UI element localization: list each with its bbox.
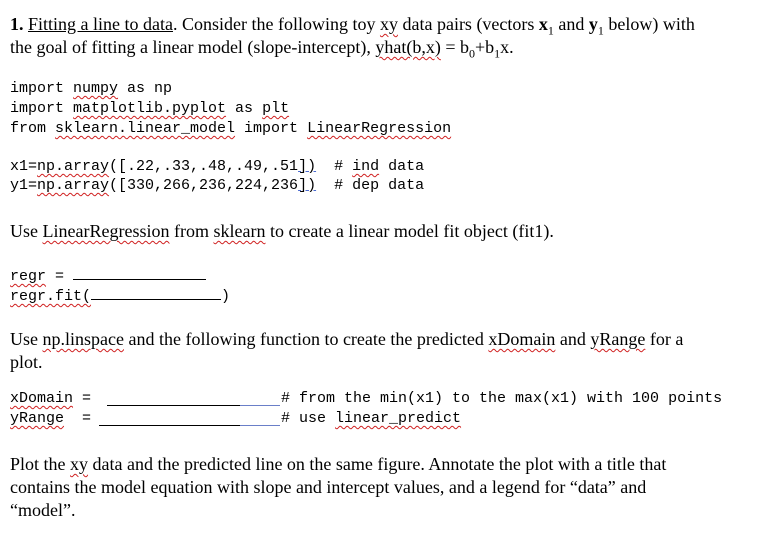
text-span: = b xyxy=(440,37,470,57)
text-span: x1= xyxy=(10,158,38,175)
instruction-plot-2: contains the model equation with slope and intercept values, and a legend for “data” and xyxy=(10,477,647,497)
text-span: = xyxy=(73,390,92,407)
text-span: linear_predict xyxy=(335,410,462,427)
text-span: yhat(b,x) xyxy=(375,37,441,57)
text-span: y1= xyxy=(10,177,38,194)
text-span: sklearn xyxy=(213,221,266,241)
text-span: yRange xyxy=(10,410,65,427)
text-span: Plot the xyxy=(10,454,71,474)
yrange-comment xyxy=(281,410,461,427)
text-span: from xyxy=(169,221,214,241)
text-span: x xyxy=(538,14,548,34)
text-span: from xyxy=(10,120,56,137)
text-span: plt xyxy=(262,100,290,117)
text-span: = xyxy=(46,268,74,285)
instruction-linear-regression xyxy=(10,221,554,242)
text-span: to create a linear model fit object (fit1). xyxy=(265,221,554,241)
text-span: 1 xyxy=(494,46,501,61)
xdomain-comment: # from the min(x1) to the max(x1) with 100 points xyxy=(281,390,723,407)
text-span: import xyxy=(10,80,74,97)
yrange-answer-blank-a[interactable] xyxy=(99,425,240,426)
instruction-linspace-2: plot. xyxy=(10,352,43,372)
text-span: as xyxy=(226,100,263,117)
regr-fit-line xyxy=(10,285,230,305)
text-span: . Consider the following toy xyxy=(172,14,380,34)
code-import-matplotlib xyxy=(10,100,289,117)
text-span: and xyxy=(553,14,589,34)
text-span: ) xyxy=(221,288,231,305)
yrange-answer-blank-b[interactable] xyxy=(240,425,280,426)
text-span: import xyxy=(235,120,308,137)
text-span: import xyxy=(10,100,74,117)
text-span: = xyxy=(64,410,92,427)
regr-answer-blank[interactable] xyxy=(73,265,206,280)
text-span: sklearn.linear_model xyxy=(55,120,236,137)
text-span: data xyxy=(379,158,425,175)
text-span: 1 xyxy=(547,23,554,38)
text-span: the goal of fitting a linear model (slope-intercept), xyxy=(10,37,376,57)
xdomain-answer-blank-a[interactable] xyxy=(107,405,240,406)
xdomain-line xyxy=(10,390,91,407)
text-span: ind xyxy=(352,158,380,175)
cut-off-next-line xyxy=(12,541,752,547)
text-span: np.linspace xyxy=(42,329,124,349)
text-span: np.array xyxy=(37,158,110,175)
text-span: xy xyxy=(379,14,398,34)
text-span: data and the predicted line on the same figure. Annotate the plot with a title that xyxy=(88,454,667,474)
text-span: xDomain xyxy=(488,329,556,349)
text-span: ]) xyxy=(298,177,317,194)
text-span: numpy xyxy=(73,80,119,97)
text-span: LinearRegression xyxy=(307,120,452,137)
problem-line-2 xyxy=(10,37,514,62)
text-span: x. xyxy=(500,37,514,57)
code-y1-array xyxy=(10,177,424,194)
text-span: # use xyxy=(281,410,336,427)
text-span: yRange xyxy=(590,329,646,349)
text-span: below) with xyxy=(603,14,695,34)
text-span: as np xyxy=(118,80,173,97)
text-span: y xyxy=(588,14,598,34)
regr-fit-answer-blank[interactable] xyxy=(91,285,221,300)
text-span: np.array xyxy=(37,177,110,194)
text-span: # xyxy=(316,158,353,175)
problem-line-1 xyxy=(10,14,695,39)
instruction-plot-1 xyxy=(10,454,666,475)
text-span: for a xyxy=(645,329,684,349)
text-span: +b xyxy=(475,37,495,57)
problem-title: Fitting a line to data xyxy=(28,14,173,34)
text-span: and xyxy=(555,329,591,349)
text-span: Use xyxy=(10,221,43,241)
text-span: xDomain xyxy=(10,390,74,407)
text-span: ([.22,.33,.48,.49,.51 xyxy=(109,158,299,175)
problem-number: 1. xyxy=(10,14,24,34)
text-span: LinearRegression xyxy=(42,221,170,241)
code-import-sklearn xyxy=(10,120,451,137)
text-span: xy xyxy=(70,454,89,474)
yrange-line xyxy=(10,410,91,427)
text-span: Use xyxy=(10,329,43,349)
code-x1-array xyxy=(10,158,424,175)
text-span: matplotlib.pyplot xyxy=(73,100,227,117)
instruction-plot-3: “model”. xyxy=(10,500,76,520)
text-span: 0 xyxy=(469,46,476,61)
text-span: ([330,266,236,224,236 xyxy=(109,177,299,194)
instruction-linspace-1 xyxy=(10,329,683,350)
text-span: and the following function to create the predicted xyxy=(123,329,489,349)
code-import-numpy xyxy=(10,80,172,97)
regr-line xyxy=(10,265,206,285)
text-span: 1 xyxy=(597,23,604,38)
text-span: regr xyxy=(10,268,47,285)
text-span: data pairs (vectors xyxy=(397,14,539,34)
text-span: # dep data xyxy=(316,177,425,194)
text-span: regr.fit( xyxy=(10,288,92,305)
text-span: ]) xyxy=(298,158,317,175)
xdomain-answer-blank-b[interactable] xyxy=(240,405,280,406)
